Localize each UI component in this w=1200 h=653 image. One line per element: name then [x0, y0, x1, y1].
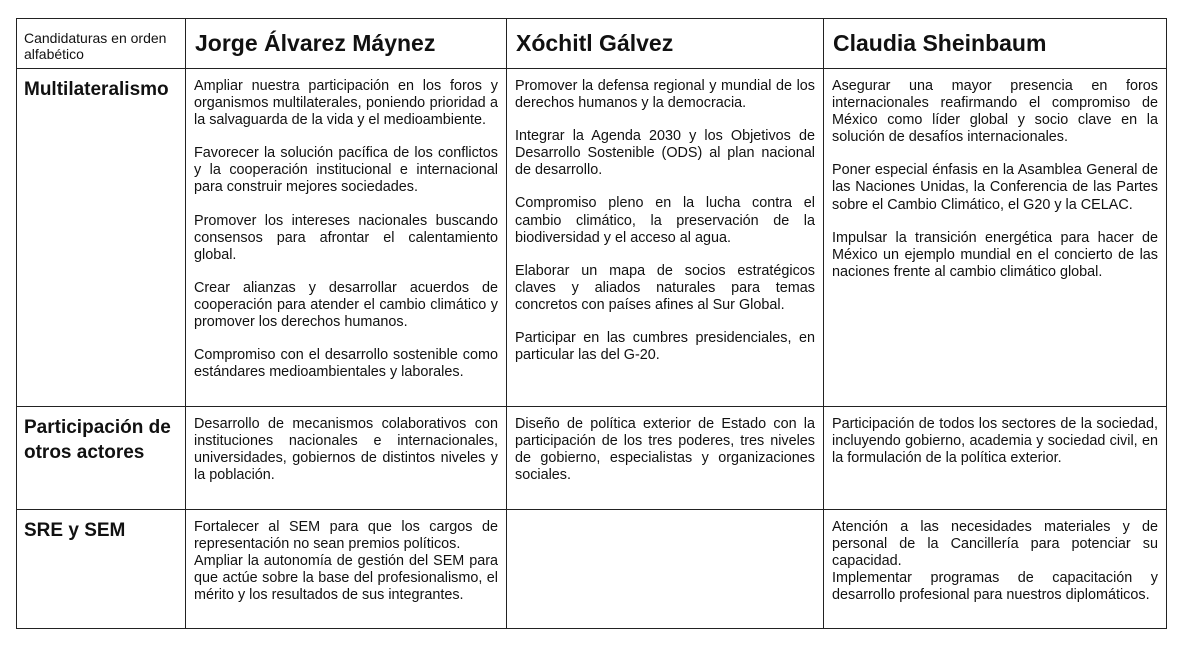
proposal-line: Atención a las necesidades materiales y de personal de la Cancillería para potenciar su capacidad.	[832, 519, 1158, 570]
proposal-paragraph: Ampliar nuestra participación en los foros y organismos multilaterales, poniendo prioridad a la salvaguarda de la vida y el medioambiente.	[194, 78, 498, 129]
candidate-name: Claudia Sheinbaum	[833, 30, 1047, 56]
row-title-cell	[17, 407, 186, 510]
proposal-line: Ampliar la autonomía de gestión del SEM para que actúe sobre la base del profesionalismo, el mérito y los resultados de sus integrantes.	[194, 553, 498, 604]
row-title-cell	[17, 69, 186, 407]
proposal-cell	[824, 69, 1167, 407]
row-title-cell	[17, 510, 186, 629]
header-label: Candidaturas en orden alfabético	[24, 30, 167, 62]
proposal-cell	[186, 510, 507, 629]
proposal-line: Fortalecer al SEM para que los cargos de representación no sean premios políticos.	[194, 519, 498, 553]
candidate-header-cell	[186, 19, 507, 69]
candidate-name: Xóchitl Gálvez	[516, 30, 674, 56]
proposal-paragraph: Asegurar una mayor presencia en foros internacionales reafirmando el compromiso de México como líder global y socio clave en la solución de desafíos internacionales.	[832, 78, 1158, 146]
proposal-paragraph: Promover los intereses nacionales buscando consensos para afrontar el calentamiento global.	[194, 212, 498, 263]
row-title: Participación de otros actores	[24, 417, 171, 463]
proposal-cell	[507, 69, 824, 407]
header-row	[17, 19, 1167, 69]
row-title: SRE y SEM	[24, 520, 126, 541]
proposal-paragraph: Crear alianzas y desarrollar acuerdos de cooperación para atender el cambio climático y promover los derechos humanos.	[194, 279, 498, 331]
table-row	[17, 69, 1167, 407]
proposal-line: Implementar programas de capacitación y desarrollo profesional para nuestros diplomáticos.	[832, 570, 1158, 604]
proposal-paragraph: Promover la defensa regional y mundial de los derechos humanos y la democracia.	[515, 78, 815, 112]
proposal-cell	[186, 69, 507, 407]
proposal-paragraph: Compromiso pleno en la lucha contra el cambio climático, la preservación de la biodiversidad y el acceso al agua.	[515, 195, 815, 246]
proposal-paragraph: Elaborar un mapa de socios estratégicos claves y aliados naturales para temas concretos con países afines al Sur Global.	[515, 262, 815, 313]
proposal-paragraph: Participar en las cumbres presidenciales, en particular las del G-20.	[515, 330, 815, 364]
candidate-header-cell	[824, 19, 1167, 69]
proposal-paragraph: Diseño de política exterior de Estado con la participación de los tres poderes, tres niveles de gobierno, especialistas y organizaciones sociales.	[515, 416, 815, 484]
table-row	[17, 407, 1167, 510]
proposal-paragraph: Favorecer la solución pacífica de los conflictos y la cooperación institucional e internacional para construir mejores sociedades.	[194, 145, 498, 196]
proposal-paragraph: Participación de todos los sectores de la sociedad, incluyendo gobierno, academia y sociedad civil, en la formulación de la política exterior.	[832, 416, 1158, 467]
comparison-table	[16, 18, 1167, 629]
proposal-paragraph: Impulsar la transición energética para hacer de México un ejemplo mundial en el concierto de las naciones frente al cambio climático global.	[832, 229, 1158, 280]
candidate-header-cell	[507, 19, 824, 69]
empty-cell	[507, 510, 824, 629]
row-title: Multilateralismo	[24, 79, 169, 100]
candidate-name: Jorge Álvarez Máynez	[195, 30, 436, 56]
proposal-cell	[824, 407, 1167, 510]
proposal-paragraph: Compromiso con el desarrollo sostenible como estándares medioambientales y laborales.	[194, 347, 498, 381]
proposal-cell	[824, 510, 1167, 629]
proposal-paragraph: Integrar la Agenda 2030 y los Objetivos de Desarrollo Sostenible (ODS) al plan nacional de desarrollo.	[515, 128, 815, 179]
proposal-cell	[186, 407, 507, 510]
table-row	[17, 510, 1167, 629]
header-label-cell	[17, 19, 186, 69]
proposal-paragraph: Desarrollo de mecanismos colaborativos con instituciones nacionales e internacionales, universidades, gobiernos de distintos niveles y la población.	[194, 416, 498, 484]
proposal-paragraph: Poner especial énfasis en la Asamblea General de las Naciones Unidas, la Conferencia de las Partes sobre el Cambio Climático, el G20 y la CELAC.	[832, 162, 1158, 213]
proposal-cell	[507, 407, 824, 510]
